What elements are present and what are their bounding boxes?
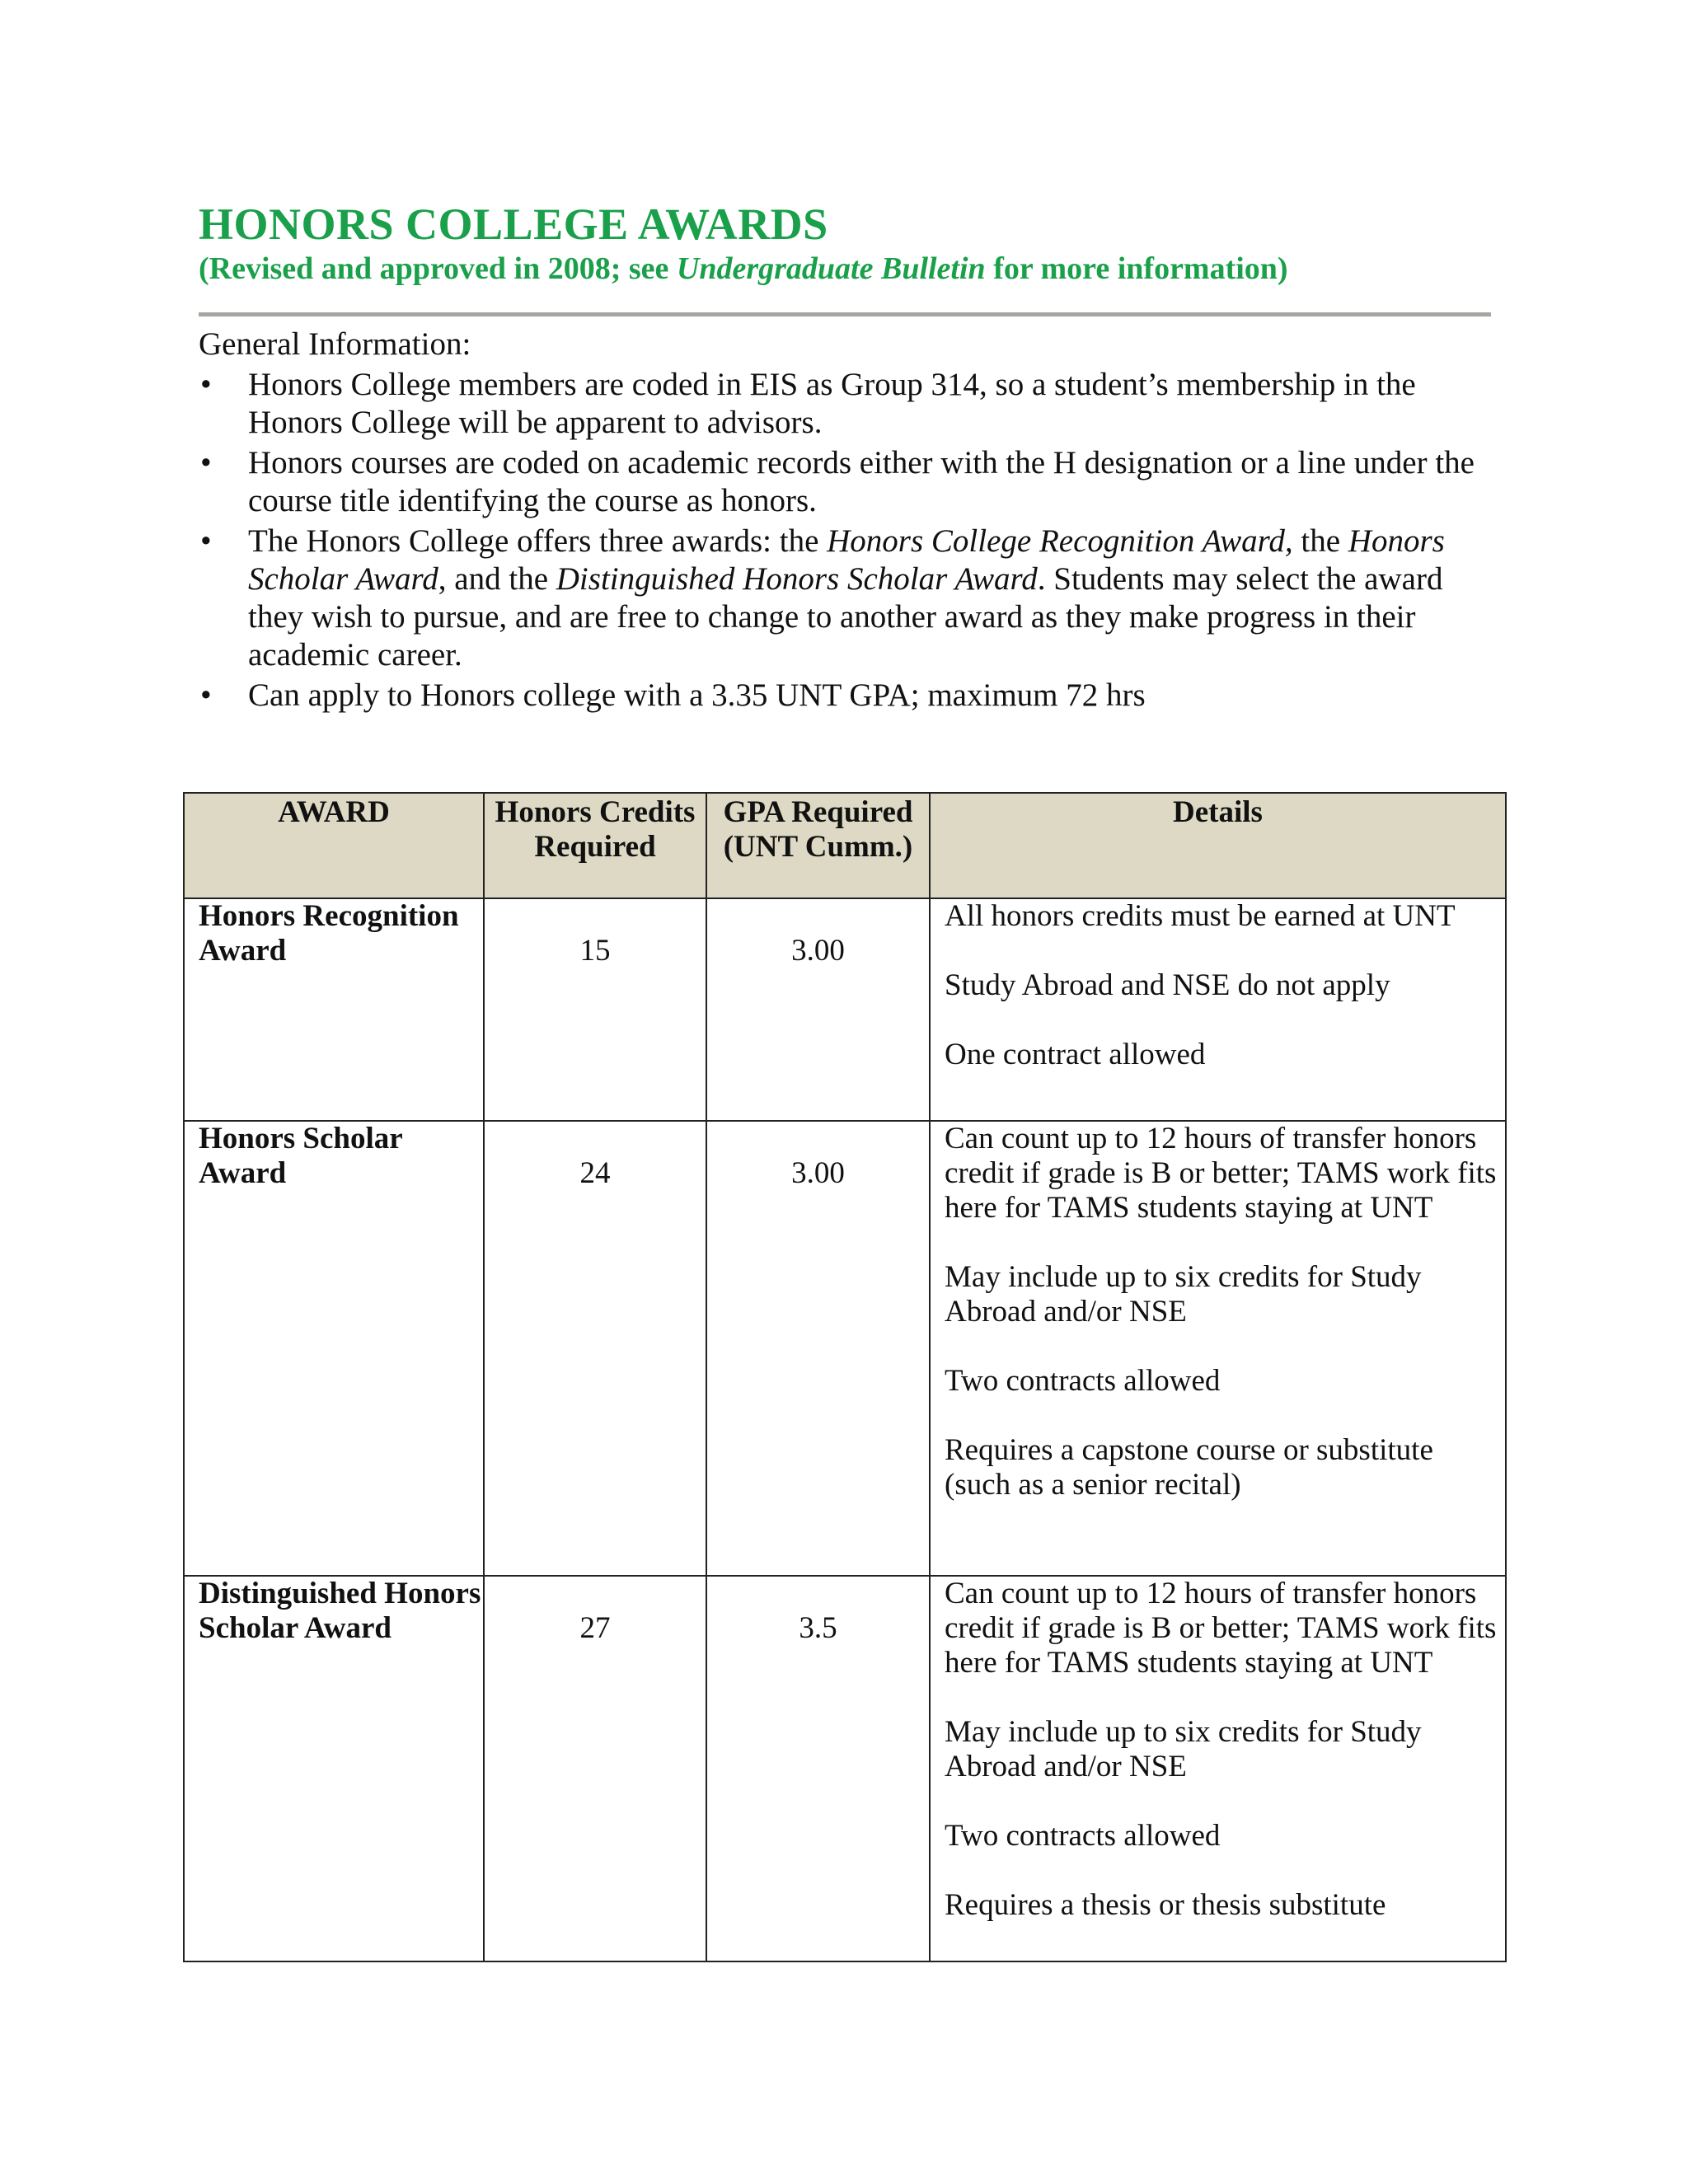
details-cell <box>930 898 1506 1121</box>
awards-table <box>183 792 1507 1962</box>
detail-item: Study Abroad and NSE do not apply <box>945 968 1390 1002</box>
bullet-icon: • <box>200 523 212 559</box>
detail-item: Two contracts allowed <box>945 1819 1221 1853</box>
table-header-row <box>184 793 1506 898</box>
bullet-icon: • <box>200 445 212 480</box>
award-name-scholar: Honors Scholar Award <box>248 523 1445 597</box>
details-cell <box>930 1576 1506 1961</box>
detail-item: May include up to six credits for Study Abroad and/or NSE <box>945 1715 1422 1783</box>
detail-item: Requires a capstone course or substitute (such as a senior recital) <box>945 1433 1433 1502</box>
list-item <box>199 523 1501 674</box>
detail-item: All honors credits must be earned at UNT <box>945 899 1456 933</box>
table-row <box>184 1576 1506 1961</box>
gpa-cell: 3.00 <box>706 898 930 1121</box>
award-cell: Honors Scholar Award <box>184 1121 484 1576</box>
header-details: Details <box>930 793 1506 898</box>
page-subtitle <box>199 249 1288 288</box>
gpa-cell: 3.00 <box>706 1121 930 1576</box>
award-name-recognition: Honors College Recognition Award, <box>827 523 1293 559</box>
detail-item: May include up to six credits for Study Abroad and/or NSE <box>945 1260 1422 1329</box>
credits-cell: 15 <box>484 898 706 1121</box>
bullet-icon: • <box>200 367 212 402</box>
bullet-text-part: the <box>1292 523 1348 559</box>
list-item <box>199 366 1501 442</box>
title-divider <box>199 312 1491 316</box>
detail-item: Two contracts allowed <box>945 1364 1221 1398</box>
award-cell: Distinguished Honors Scholar Award <box>184 1576 484 1961</box>
list-item <box>199 444 1501 520</box>
gpa-cell: 3.5 <box>706 1576 930 1961</box>
table-row <box>184 898 1506 1121</box>
subtitle-prefix: (Revised and approved in 2008; see <box>199 251 677 286</box>
general-info-list <box>199 366 1501 717</box>
bullet-icon: • <box>200 677 212 713</box>
page-title: HONORS COLLEGE AWARDS <box>199 199 828 249</box>
bullet-text-part: The Honors College offers three awards: the <box>248 523 828 559</box>
credits-cell: 27 <box>484 1576 706 1961</box>
bullet-text-part: , and the <box>438 561 556 597</box>
bullet-text <box>248 523 1445 673</box>
detail-item: Can count up to 12 hours of transfer honors credit if grade is B or better; TAMS work fits here for TAMS students staying at UNT <box>945 1122 1497 1225</box>
header-gpa: GPA Required (UNT Cumm.) <box>706 793 930 898</box>
header-award: AWARD <box>184 793 484 898</box>
award-cell: Honors Recognition Award <box>184 898 484 1121</box>
bullet-text: Honors courses are coded on academic records either with the H designation or a line under the course title identifying the course as honors. <box>248 445 1475 518</box>
table-row <box>184 1121 1506 1576</box>
detail-item: Requires a thesis or thesis substitute <box>945 1888 1386 1922</box>
bullet-text-part: . Students may select the award they wish to pursue, and are free to change to another award as they make progress in their academic career. <box>248 561 1443 673</box>
bullet-text: Honors College members are coded in EIS as Group 314, so a student’s membership in the Honors College will be apparent to advisors. <box>248 367 1416 440</box>
general-info-heading: General Information: <box>199 326 471 362</box>
header-credits: Honors Credits Required <box>484 793 706 898</box>
list-item <box>199 677 1501 715</box>
credits-cell: 24 <box>484 1121 706 1576</box>
detail-item: Can count up to 12 hours of transfer honors credit if grade is B or better; TAMS work fits here for TAMS students staying at UNT <box>945 1577 1497 1680</box>
details-cell <box>930 1121 1506 1576</box>
bullet-text: Can apply to Honors college with a 3.35 UNT GPA; maximum 72 hrs <box>248 677 1146 713</box>
detail-item: One contract allowed <box>945 1038 1206 1071</box>
subtitle-suffix: for more information) <box>985 251 1288 286</box>
subtitle-bulletin-reference: Undergraduate Bulletin <box>676 251 986 286</box>
award-name-distinguished: Distinguished Honors Scholar Award <box>556 561 1038 597</box>
